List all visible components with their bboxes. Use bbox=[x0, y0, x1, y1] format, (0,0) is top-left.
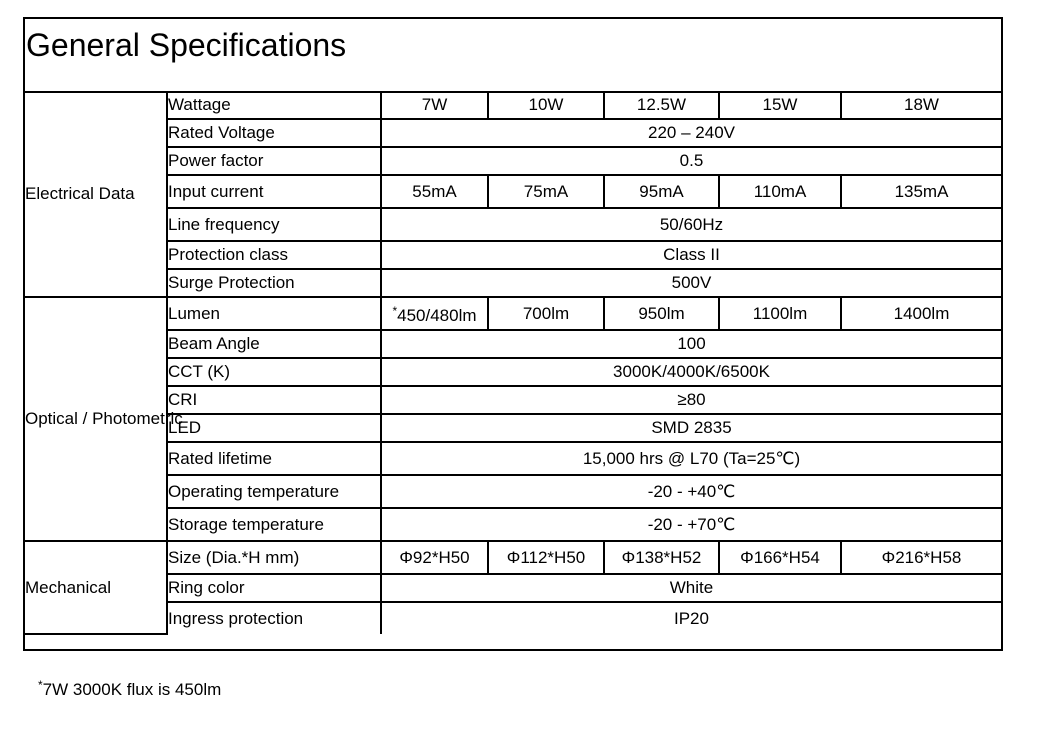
param-input-current: Input current bbox=[167, 175, 381, 208]
value-cell: 50/60Hz bbox=[381, 208, 1001, 241]
footnote bbox=[38, 678, 221, 700]
value-cell: Φ216*H58 bbox=[841, 541, 1001, 574]
spec-table bbox=[25, 92, 1001, 635]
value-cell: 220 – 240V bbox=[381, 119, 1001, 147]
param-led: LED bbox=[167, 414, 381, 442]
value-cell: 18W bbox=[841, 92, 1001, 119]
table-row bbox=[25, 602, 1001, 634]
value-cell bbox=[381, 297, 488, 330]
footnote-text: 7W 3000K flux is 450lm bbox=[42, 680, 222, 699]
table-row bbox=[25, 541, 1001, 574]
value-cell: 15W bbox=[719, 92, 841, 119]
value-cell: -20 - +70℃ bbox=[381, 508, 1001, 541]
value-cell: 700lm bbox=[488, 297, 604, 330]
value-cell: 75mA bbox=[488, 175, 604, 208]
table-row bbox=[25, 442, 1001, 475]
value-cell: White bbox=[381, 574, 1001, 602]
value-cell: 500V bbox=[381, 269, 1001, 297]
table-row bbox=[25, 330, 1001, 358]
value-cell: ≥80 bbox=[381, 386, 1001, 414]
value-cell: 15,000 hrs @ L70 (Ta=25℃) bbox=[381, 442, 1001, 475]
value-cell: 95mA bbox=[604, 175, 719, 208]
param-ingress-protection: Ingress protection bbox=[167, 602, 381, 634]
table-row bbox=[25, 147, 1001, 175]
param-line-frequency: Line frequency bbox=[167, 208, 381, 241]
value-cell: -20 - +40℃ bbox=[381, 475, 1001, 508]
value-cell: Φ112*H50 bbox=[488, 541, 604, 574]
value-cell: 10W bbox=[488, 92, 604, 119]
group-electrical: Electrical Data bbox=[25, 92, 167, 297]
value-cell: 12.5W bbox=[604, 92, 719, 119]
value-cell: Φ138*H52 bbox=[604, 541, 719, 574]
value-cell: 3000K/4000K/6500K bbox=[381, 358, 1001, 386]
param-storage-temperature: Storage temperature bbox=[167, 508, 381, 541]
param-surge-protection: Surge Protection bbox=[167, 269, 381, 297]
param-cri: CRI bbox=[167, 386, 381, 414]
value-cell: Φ92*H50 bbox=[381, 541, 488, 574]
page-title: General Specifications bbox=[26, 27, 347, 63]
value-cell: 110mA bbox=[719, 175, 841, 208]
param-operating-temperature: Operating temperature bbox=[167, 475, 381, 508]
table-row bbox=[25, 508, 1001, 541]
param-ring-color: Ring color bbox=[167, 574, 381, 602]
table-row bbox=[25, 358, 1001, 386]
group-mechanical: Mechanical bbox=[25, 541, 167, 634]
value-cell: 7W bbox=[381, 92, 488, 119]
param-cct: CCT (K) bbox=[167, 358, 381, 386]
title-area bbox=[25, 19, 1001, 93]
value-cell: 0.5 bbox=[381, 147, 1001, 175]
param-lumen: Lumen bbox=[167, 297, 381, 330]
value-cell: 950lm bbox=[604, 297, 719, 330]
table-row bbox=[25, 208, 1001, 241]
value-text: 450/480lm bbox=[397, 306, 477, 325]
value-cell: Class II bbox=[381, 241, 1001, 269]
value-cell: 1100lm bbox=[719, 297, 841, 330]
spec-table-frame bbox=[23, 17, 1003, 651]
table-row bbox=[25, 386, 1001, 414]
value-cell: SMD 2835 bbox=[381, 414, 1001, 442]
param-protection-class: Protection class bbox=[167, 241, 381, 269]
table-row bbox=[25, 574, 1001, 602]
table-row bbox=[25, 175, 1001, 208]
param-rated-lifetime: Rated lifetime bbox=[167, 442, 381, 475]
value-cell: 1400lm bbox=[841, 297, 1001, 330]
param-wattage: Wattage bbox=[167, 92, 381, 119]
table-row bbox=[25, 92, 1001, 119]
value-cell: 135mA bbox=[841, 175, 1001, 208]
param-size: Size (Dia.*H mm) bbox=[167, 541, 381, 574]
table-row bbox=[25, 297, 1001, 330]
table-row bbox=[25, 269, 1001, 297]
value-cell: IP20 bbox=[381, 602, 1001, 634]
param-rated-voltage: Rated Voltage bbox=[167, 119, 381, 147]
param-beam-angle: Beam Angle bbox=[167, 330, 381, 358]
group-optical: Optical / Photometric bbox=[25, 297, 167, 541]
asterisk-mark: * bbox=[38, 678, 43, 692]
table-row bbox=[25, 241, 1001, 269]
table-row bbox=[25, 475, 1001, 508]
table-row bbox=[25, 119, 1001, 147]
value-cell: 100 bbox=[381, 330, 1001, 358]
table-row bbox=[25, 414, 1001, 442]
value-cell: Φ166*H54 bbox=[719, 541, 841, 574]
asterisk-mark: * bbox=[392, 304, 398, 318]
param-power-factor: Power factor bbox=[167, 147, 381, 175]
value-cell: 55mA bbox=[381, 175, 488, 208]
